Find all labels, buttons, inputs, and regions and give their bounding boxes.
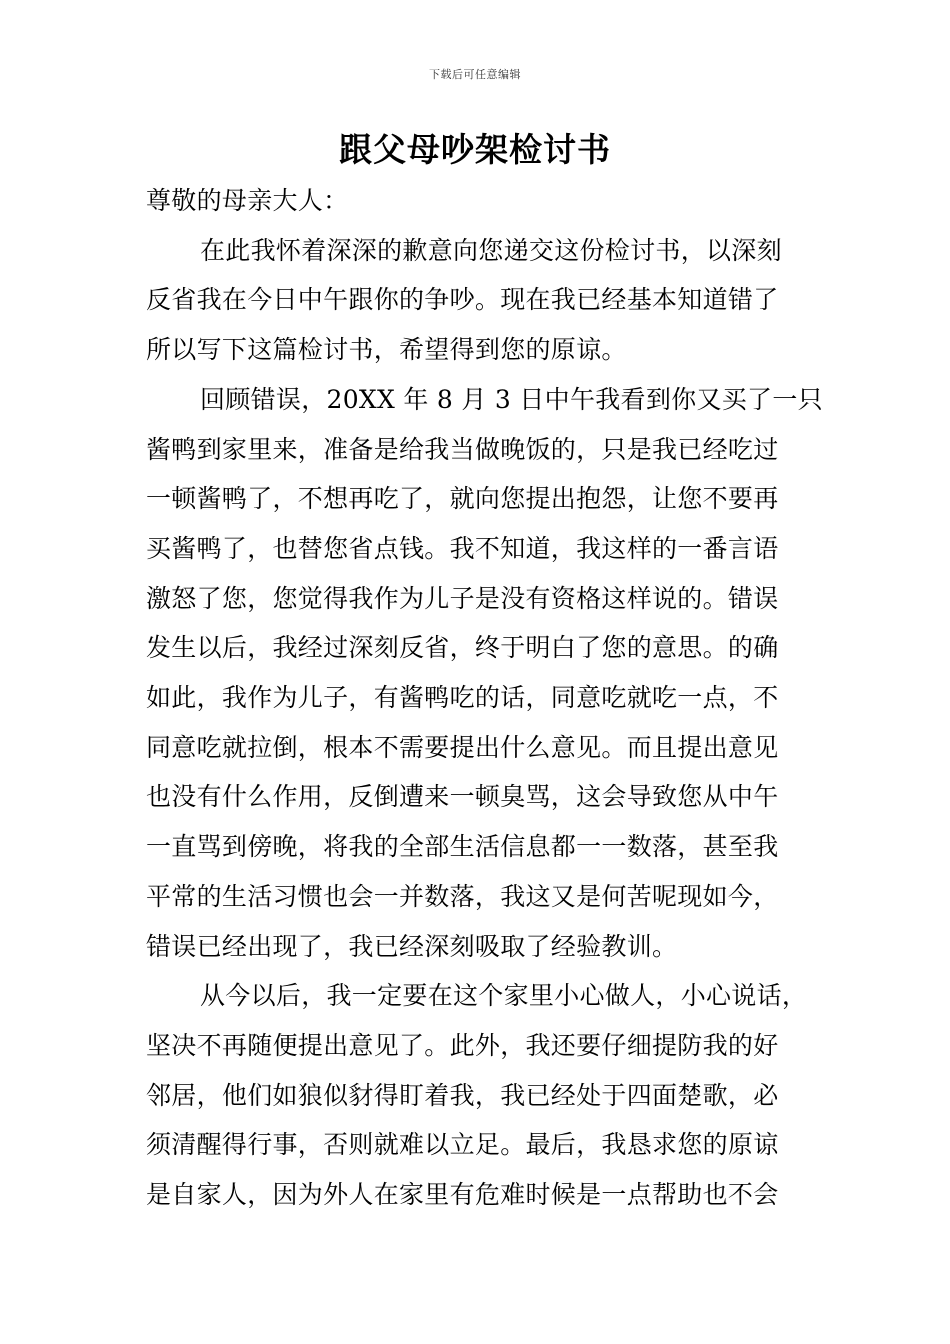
paragraph-line: 平常的生活习惯也会一并数落，我这又是何苦呢现如今， <box>146 881 779 911</box>
paragraph-line: 买酱鸭了，也替您省点钱。我不知道，我这样的一番言语 <box>146 533 779 563</box>
paragraph-line: 须清醒得行事，否则就难以立足。最后，我恳求您的原谅 <box>146 1130 779 1160</box>
paragraph-line: 反省我在今日中午跟你的争吵。现在我已经基本知道错了 <box>146 285 779 315</box>
paragraph-line: 从今以后，我一定要在这个家里小心做人，小心说话， <box>200 981 808 1011</box>
paragraph-line: 同意吃就拉倒，根本不需要提出什么意见。而且提出意见 <box>146 732 779 762</box>
paragraph-line: 一顿酱鸭了，不想再吃了，就向您提出抱怨，让您不要再 <box>146 484 779 514</box>
paragraph-line: 所以写下这篇检讨书，希望得到您的原谅。 <box>146 335 627 365</box>
paragraph-line: 在此我怀着深深的歉意向您递交这份检讨书，以深刻 <box>200 235 782 265</box>
paragraph-line: 激怒了您，您觉得我作为儿子是没有资格这样说的。错误 <box>146 583 779 613</box>
paragraph-2 <box>146 375 823 971</box>
paragraph-line: 坚决不再随便提出意见了。此外，我还要仔细提防我的好 <box>146 1030 779 1060</box>
paragraph-line: 是自家人，因为外人在家里有危难时候是一点帮助也不会 <box>146 1180 779 1210</box>
paragraph-line: 也没有什么作用，反倒遭来一顿臭骂，这会导致您从中午 <box>146 782 779 812</box>
salutation: 尊敬的母亲大人： <box>146 186 349 215</box>
paragraph-3 <box>146 971 810 1220</box>
paragraph-line: 一直骂到傍晚，将我的全部生活信息都一一数落，甚至我 <box>146 832 779 862</box>
document-title: 跟父母吵架检讨书 <box>339 130 611 169</box>
paragraph-1 <box>146 226 810 375</box>
paragraph-line: 邻居，他们如狼似豺得盯着我，我已经处于四面楚歌，必 <box>146 1080 779 1110</box>
document-body <box>146 176 823 1220</box>
header-note: 下载后可任意编辑 <box>429 68 521 81</box>
paragraph-line: 错误已经出现了，我已经深刻吸取了经验教训。 <box>146 931 678 961</box>
paragraph-line: 发生以后，我经过深刻反省，终于明白了您的意思。的确 <box>146 633 779 663</box>
paragraph-line: 如此，我作为儿子，有酱鸭吃的话，同意吃就吃一点，不 <box>146 683 779 713</box>
paragraph-line: 酱鸭到家里来，准备是给我当做晚饭的，只是我已经吃过 <box>146 434 779 464</box>
paragraph-line: 回顾错误，20XX 年 8 月 3 日中午我看到你又买了一只 <box>200 384 823 414</box>
